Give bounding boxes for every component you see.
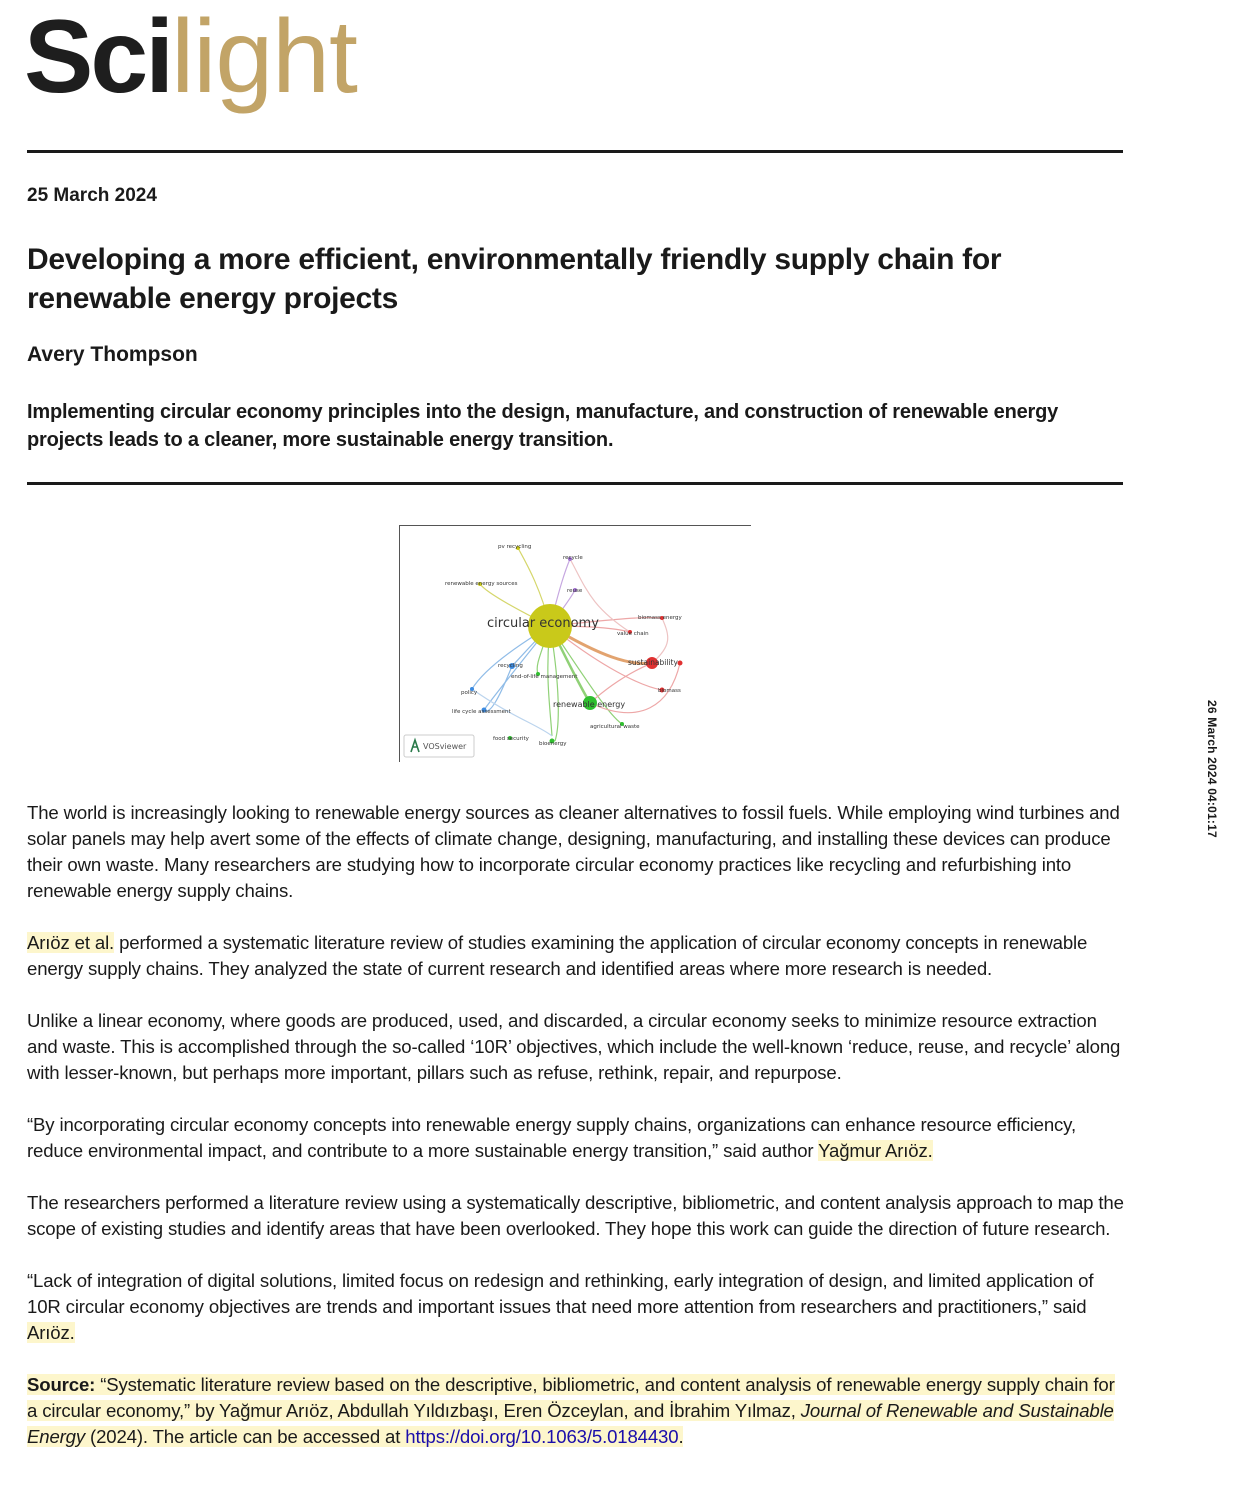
article-body [27, 800, 1127, 1476]
paragraph-2-text: performed a systematic literature review of studies examining the application of circular economy concepts in renewable energy supply chains. They analyzed the state of current research and identified areas where more research is needed. [27, 932, 1088, 979]
fig-label-food-security: food security [493, 736, 529, 742]
fig-label-bioenergy: bioenergy [539, 741, 567, 747]
fig-label-life-cycle-assessment: life cycle assessment [452, 709, 511, 715]
article-title: Developing a more efficient, environmentally friendly supply chain for renewable energy projects [27, 243, 1002, 315]
source-year-text: (2024). The article can be accessed at [85, 1426, 406, 1447]
vosviewer-badge [404, 735, 474, 757]
download-timestamp: 26 March 2024 04:01:17 [1205, 700, 1219, 838]
paragraph-5: The researchers performed a literature review using a systematically descriptive, bibliometric, and content analysis approach to map the scope of existing studies and identify areas that have been overlooked. They hope this work can guide the direction of future research. [27, 1192, 1124, 1239]
fig-label-value-chain: value chain [617, 631, 649, 637]
paragraph-4 [27, 1112, 1127, 1164]
vosviewer-badge-label: VOSviewer [423, 742, 467, 751]
fig-label-circular-economy: circular economy [487, 616, 599, 631]
fig-label-renewable-energy-sources: renewable energy sources [445, 581, 518, 587]
summary-divider [27, 482, 1123, 485]
paragraph-4-text: “By incorporating circular economy concepts into renewable energy supply chains, organizations can enhance resource efficiency, reduce environmental impact, and contribute to a more sustainable energy transition,” said author [27, 1114, 1076, 1161]
vosviewer-network-figure [399, 525, 751, 762]
article-summary: Implementing circular economy principles into the design, manufacture, and construction of renewable energy projects leads to a cleaner, more sustainable energy transition. [27, 401, 1059, 451]
fig-label-renewable-energy: renewable energy [553, 700, 626, 709]
paragraph-6 [27, 1268, 1127, 1346]
fig-label-end-of-life-management: end-of-life management [511, 674, 578, 680]
highlight-arioz: Arıöz. [27, 1322, 75, 1343]
paragraph-6-text: “Lack of integration of digital solutions, limited focus on redesign and rethinking, early integration of design, and limited application of 10R circular economy objectives are trends and important issues that need more attention from researchers and practitioners,” said [27, 1270, 1094, 1317]
fig-label-pv-recycling: pv recycling [498, 544, 532, 550]
article-author: Avery Thompson [27, 343, 198, 366]
source-end: . [678, 1426, 684, 1447]
fig-label-policy: policy [461, 690, 478, 696]
paragraph-3: Unlike a linear economy, where goods are produced, used, and discarded, a circular economy seeks to minimize resource extraction and waste. This is accomplished through the so-called ‘10R’ objectives, which include the well-known ‘reduce, reuse, and recycle’ along with lesser-known, but perhaps more important, pillars such as refuse, rethink, repair, and repurpose. [27, 1010, 1121, 1083]
source-text: “Systematic literature review based on the descriptive, bibliometric, and content analysis of renewable energy supply chain for a circular economy,” by Yağmur Arıöz, Abdullah Yıldızbaşı, Eren Özceylan, and İbrahim Yılmaz, [27, 1374, 1115, 1421]
source-citation [27, 1372, 1127, 1450]
logo-light: light [171, 0, 357, 115]
paragraph-2 [27, 930, 1127, 982]
scilight-logo [24, 0, 357, 115]
fig-label-biomass-energy: biomass energy [638, 615, 682, 621]
fig-label-reuse: reuse [567, 588, 583, 594]
source-journal: Journal of Renewable and Sustainable Energy [27, 1400, 1114, 1447]
publication-date: 25 March 2024 [27, 185, 157, 206]
highlight-arioz-et-al: Arıöz et al. [27, 932, 115, 953]
paragraph-1: The world is increasingly looking to renewable energy sources as cleaner alternatives to fossil fuels. While employing wind turbines and solar panels may help avert some of the effects of climate change, designing, manufacturing, and installing these devices can produce their own waste. Many researchers are studying how to incorporate circular economy practices like recycling and refurbishing into renewable energy supply chains. [27, 802, 1120, 901]
highlight-author-name: Yağmur Arıöz. [818, 1140, 933, 1161]
header-divider [27, 150, 1123, 153]
logo-sci: Sci [24, 0, 172, 115]
fig-label-biomass: biomass [658, 688, 681, 694]
fig-label-recycling: recycling [498, 663, 523, 669]
fig-label-agricultural-waste: agricultural waste [590, 724, 640, 730]
doi-link[interactable]: https://doi.org/10.1063/5.0184430 [405, 1426, 679, 1447]
source-label: Source: [27, 1374, 96, 1395]
fig-label-recycle: recycle [563, 555, 583, 561]
fig-label-sustainability: sustainability [628, 658, 678, 667]
